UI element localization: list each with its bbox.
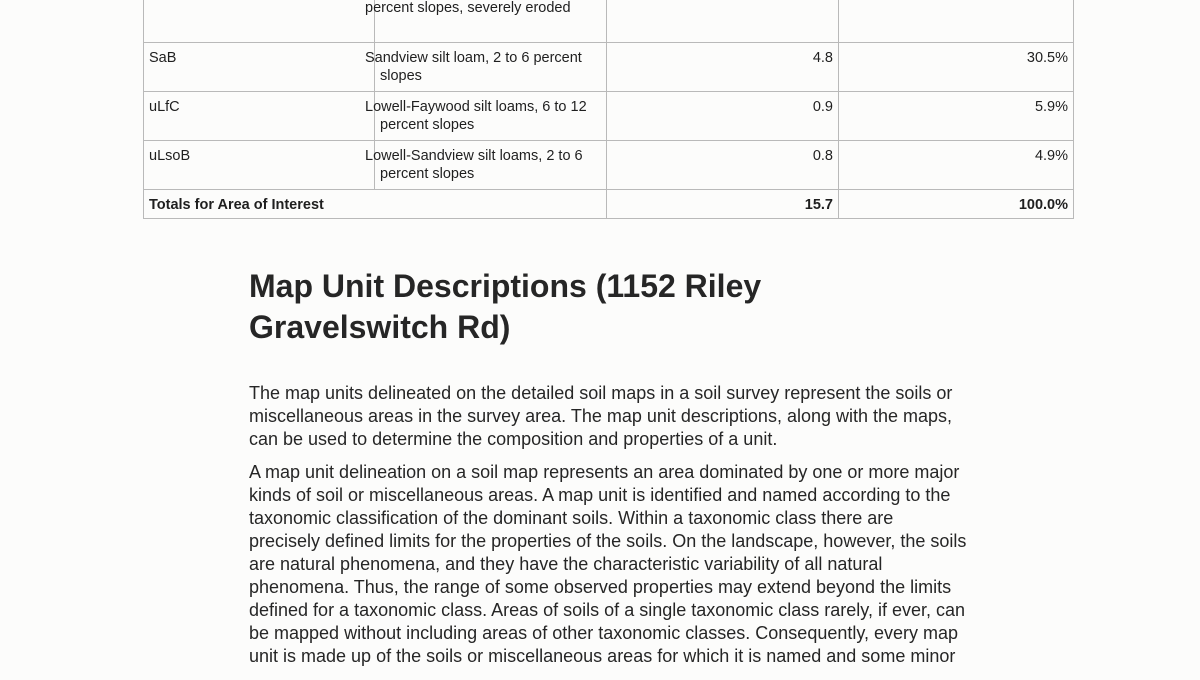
table-row — [144, 141, 1074, 190]
percent-of-aoi: 5.9% — [839, 92, 1074, 141]
acres-in-aoi: 0.8 — [607, 141, 839, 190]
map-unit-symbol: uLfC — [144, 92, 375, 141]
map-unit-symbol: SaB — [144, 43, 375, 92]
map-unit-symbol: uLsoB — [144, 141, 375, 190]
section-title: Map Unit Descriptions (1152 Riley Gravelswitch Rd) — [249, 268, 762, 345]
table-row — [144, 92, 1074, 141]
map-unit-name: Lowell-Faywood silt loams, 6 to 12 percent slopes — [375, 92, 607, 141]
percent-of-aoi: 30.5% — [839, 43, 1074, 92]
totals-row — [144, 190, 1074, 219]
acres-in-aoi — [607, 0, 839, 43]
totals-label: Totals for Area of Interest — [144, 190, 607, 219]
map-unit-table — [143, 0, 1074, 219]
map-unit-symbol — [144, 0, 375, 43]
percent-of-aoi: 4.9% — [839, 141, 1074, 190]
table-row — [144, 43, 1074, 92]
totals-acres: 15.7 — [607, 190, 839, 219]
percent-of-aoi — [839, 0, 1074, 43]
table-row — [144, 0, 1074, 43]
body-paragraph: The map units delineated on the detailed soil maps in a soil survey represent the soils or miscellaneous areas in the survey area. The map unit descriptions, along with the maps, can be used to determine the composition and properties of a unit. — [249, 383, 953, 449]
map-unit-name: Sandview silt loam, 2 to 6 percent slopes — [375, 43, 607, 92]
totals-percent: 100.0% — [839, 190, 1074, 219]
body-paragraph: A map unit delineation on a soil map represents an area dominated by one or more major kinds of soil or miscellaneous areas. A map unit is identified and named according to the taxonomic classification of the dominant soils. Within a taxonomic class there are precisely defined limits for the properties of the soils. On the landscape, however, the soils are natural phenomena, and they have the characteristic variability of all natural phenomena. Thus, the range of some observed properties may extend beyond the limits defined for a taxonomic class. Areas of soils of a single taxonomic class rarely, if ever, can be mapped without including areas of other taxonomic classes. Consequently, every map unit is made up of the soils or miscellaneous areas for which it is named and some minor — [249, 462, 967, 666]
map-unit-name: percent slopes, severely eroded — [375, 0, 607, 43]
map-unit-name: Lowell-Sandview silt loams, 2 to 6 percent slopes — [375, 141, 607, 190]
acres-in-aoi: 4.8 — [607, 43, 839, 92]
acres-in-aoi: 0.9 — [607, 92, 839, 141]
